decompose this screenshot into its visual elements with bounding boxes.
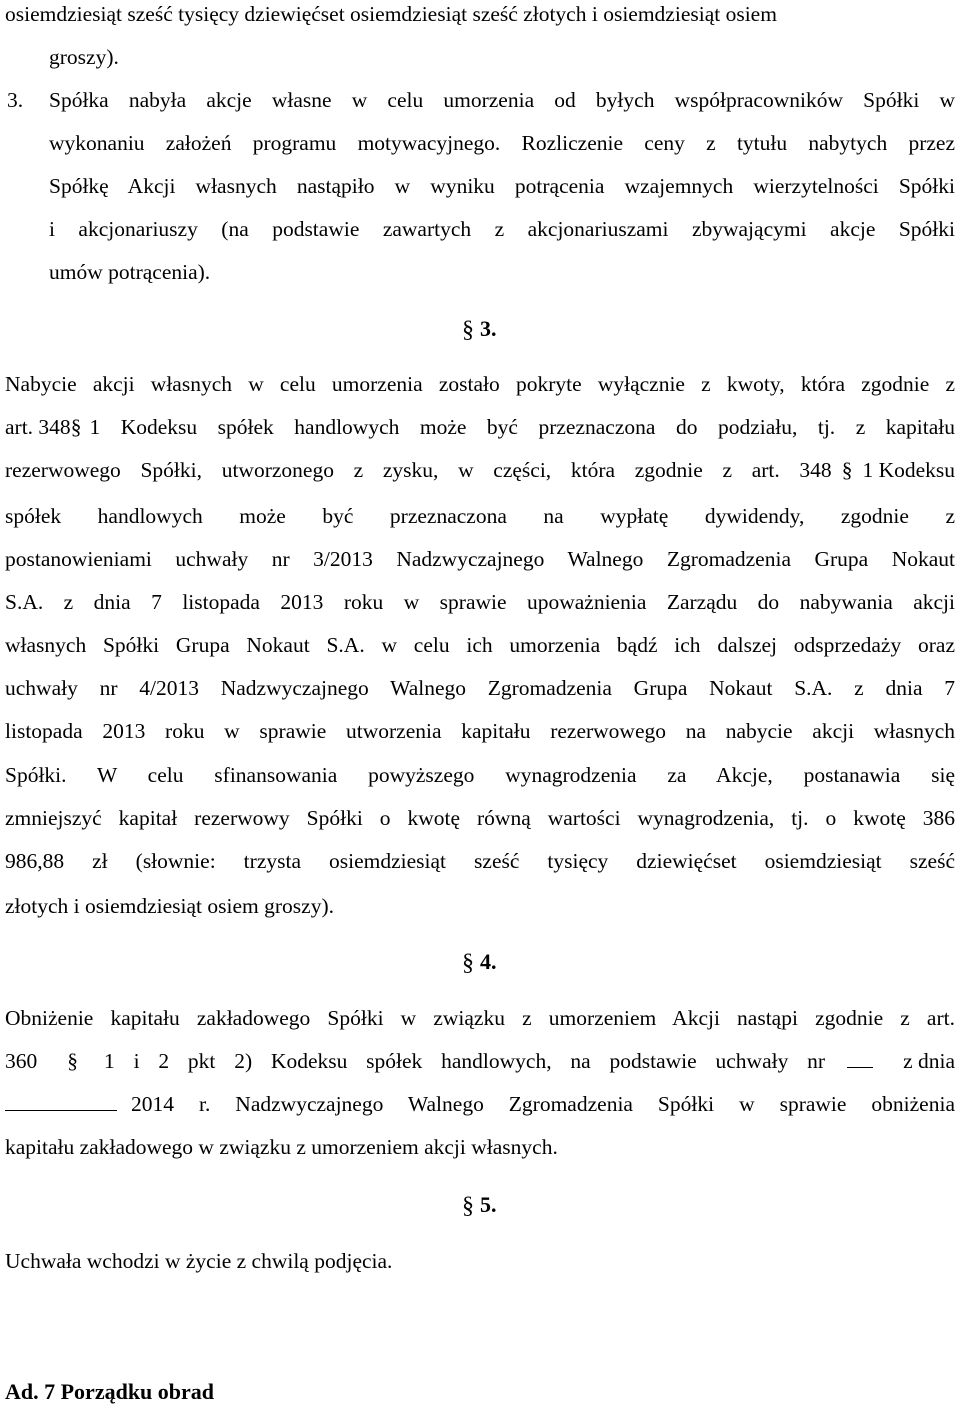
section-3-line-11: zmniejszyć kapitał rezerwowy Spółki o kwotę równą wartości wynagrodzenia, tj. o kwotę 386 [5, 806, 955, 830]
section-5-number: 5. [480, 1192, 497, 1217]
section-4-number: 4. [480, 949, 497, 974]
intro-line-2: groszy). [49, 45, 119, 69]
section-5-line-1: Uchwała wchodzi w życie z chwilą podjęcia. [5, 1249, 393, 1273]
section-4-line-3-text: 2014 r. Nadzwyczajnego Walnego Zgromadzenia Spółki w sprawie obniżenia [131, 1092, 955, 1116]
section-3-line-4: spółek handlowych może być przeznaczona na wypłatę dywidendy, zgodnie z [5, 504, 955, 528]
agenda-heading: Ad. 7 Porządku obrad [5, 1379, 215, 1404]
item-3-line-2: wykonaniu założeń programu motywacyjnego. Rozliczenie ceny z tytułu nabytych przez [49, 131, 955, 155]
section-4-heading [462, 948, 497, 977]
section-3-line-1: Nabycie akcji własnych w celu umorzenia zostało pokryte wyłącznie z kwoty, która zgodnie z [5, 372, 955, 396]
section-symbol: § [67, 1049, 78, 1073]
section-5-heading [462, 1191, 497, 1220]
section-3-line-13: złotych i osiemdziesiąt osiem groszy). [5, 894, 334, 918]
section-3-line-12: 986,88 zł (słownie: trzysta osiemdziesiąt sześć tysięcy dziewięćset osiemdziesiąt sześć [5, 849, 955, 873]
section-4-line-2c: z dnia [903, 1049, 955, 1073]
section-3-line-10: Spółki. W celu sfinansowania powyższego wynagrodzenia za Akcje, postanawia się [5, 763, 955, 787]
item-3-line-4: i akcjonariuszy (na podstawie zawartych z akcjonariuszami zbywającymi akcje Spółki [49, 217, 955, 241]
section-3-line-2 [5, 414, 955, 440]
section-symbol: § [462, 317, 474, 343]
intro-line-1 [5, 1, 955, 27]
section-3-line-9: listopada 2013 roku w sprawie utworzenia kapitału rezerwowego na nabycie akcji własnych [5, 719, 955, 743]
section-4-line-4: kapitału zakładowego w związku z umorzeniem akcji własnych. [5, 1135, 558, 1159]
item-3-line-1: Spółka nabyła akcje własne w celu umorzenia od byłych współpracowników Spółki w [49, 88, 955, 112]
item-3-line-3: Spółkę Akcji własnych nastąpiło w wyniku potrącenia wzajemnych wierzytelności Spółki [49, 174, 955, 198]
section-3-line-3b: 1 Kodeksu [862, 458, 955, 482]
section-4-line-2 [5, 1048, 955, 1074]
section-3-number: 3. [480, 316, 497, 341]
section-symbol: § [462, 1193, 474, 1219]
section-3-heading [462, 315, 497, 344]
item-3-number: 3. [7, 88, 24, 112]
section-3-line-3 [5, 457, 955, 483]
section-4-line-1: Obniżenie kapitału zakładowego Spółki w związku z umorzeniem Akcji nastąpi zgodnie z art. [5, 1006, 955, 1030]
intro-text-1: osiemdziesiąt sześć tysięcy dziewięćset osiemdziesiąt sześć złotych i osiemdziesiąt osiem [5, 2, 777, 26]
section-3-line-8: uchwały nr 4/2013 Nadzwyczajnego Walnego Zgromadzenia Grupa Nokaut S.A. z dnia 7 [5, 676, 955, 700]
item-3-line-5: umów potrącenia). [49, 260, 211, 284]
section-3-line-2b: 1 Kodeksu spółek handlowych może być przeznaczona do podziału, tj. z kapitału [89, 415, 955, 439]
section-4-line-2b: 1 i 2 pkt 2) Kodeksu spółek handlowych, na podstawie uchwały nr [104, 1049, 826, 1073]
section-4-line-2a: 360 [5, 1049, 38, 1073]
section-3-line-5: postanowieniami uchwały nr 3/2013 Nadzwyczajnego Walnego Zgromadzenia Grupa Nokaut [5, 547, 955, 571]
section-symbol: § [841, 458, 853, 482]
section-3-line-2a: art. 348 [5, 415, 71, 439]
section-symbol: § [70, 415, 82, 439]
resolution-date-blank [5, 1092, 117, 1111]
section-3-line-6: S.A. z dnia 7 listopada 2013 roku w sprawie upoważnienia Zarządu do nabywania akcji [5, 590, 955, 614]
section-3-line-7: własnych Spółki Grupa Nokaut S.A. w celu ich umorzenia bądź ich dalszej odsprzedaży oraz [5, 633, 955, 657]
resolution-number-blank [847, 1049, 873, 1068]
section-3-line-3a: rezerwowego Spółki, utworzonego z zysku, w części, która zgodnie z art. 348 [5, 458, 832, 482]
section-4-line-3 [5, 1091, 955, 1117]
section-symbol: § [462, 950, 474, 976]
